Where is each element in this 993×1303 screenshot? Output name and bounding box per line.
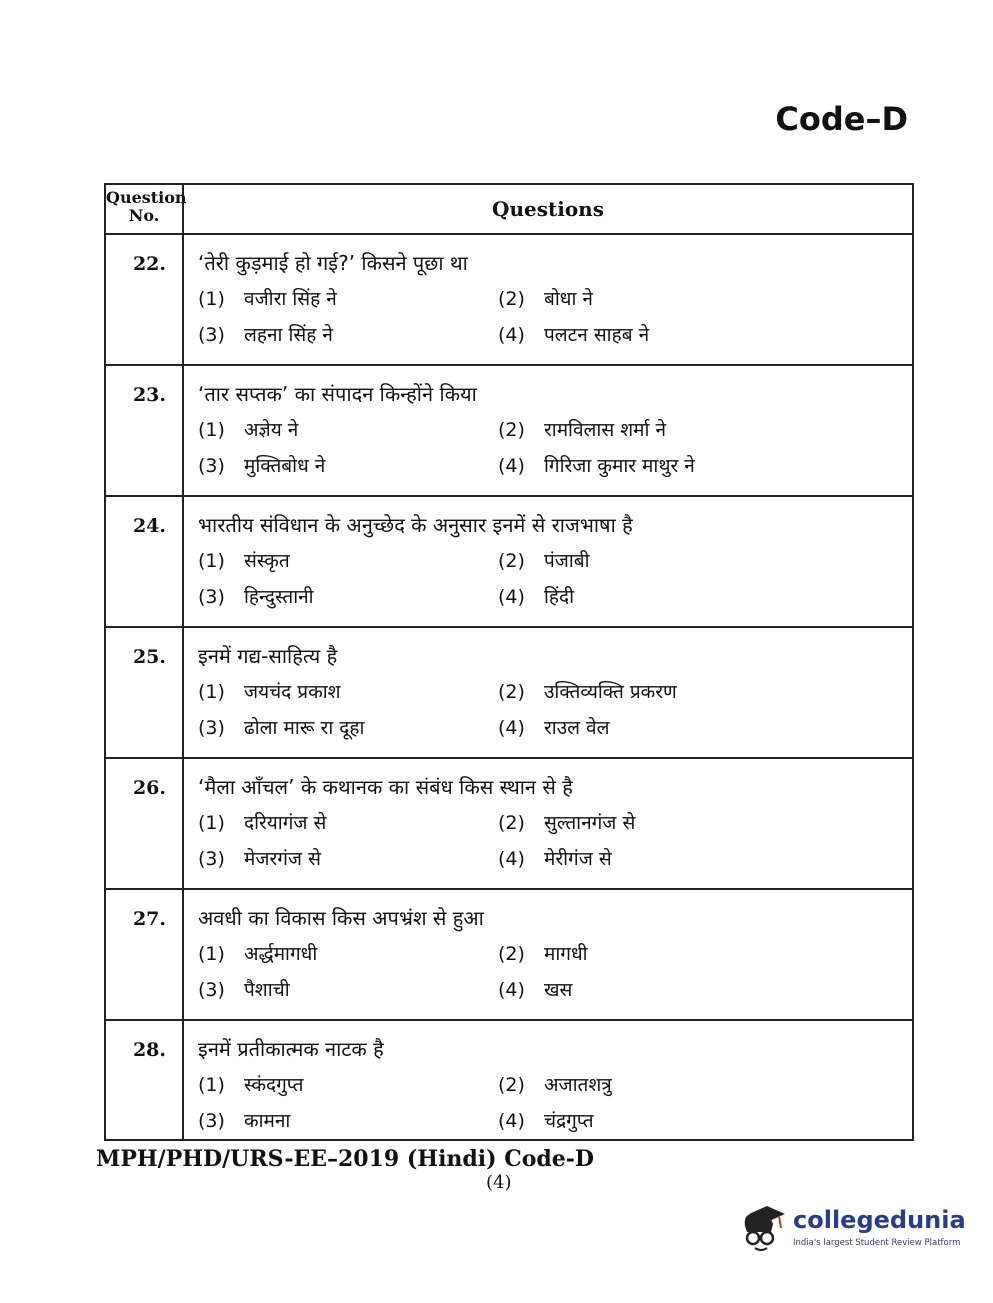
- code-title: Code–D: [775, 100, 908, 138]
- option-number: (2): [498, 681, 525, 703]
- questions-table: [104, 183, 914, 1141]
- option: [198, 452, 498, 480]
- option-number: (3): [198, 324, 225, 346]
- options-grid: [198, 809, 912, 873]
- option-number: (3): [198, 979, 225, 1001]
- question-body: [184, 890, 912, 1019]
- option-number: (1): [198, 550, 225, 572]
- option-text: अर्द्धमागधी: [244, 943, 318, 965]
- question-number: 25.: [106, 628, 184, 757]
- option: [498, 845, 798, 873]
- question-text: इनमें प्रतीकात्मक नाटक है: [198, 1037, 384, 1061]
- option-text: मेरीगंज से: [544, 848, 612, 870]
- option-number: (3): [198, 586, 225, 608]
- mascot-icon: [735, 1202, 789, 1256]
- option-text: मुक्तिबोध ने: [244, 455, 326, 477]
- question-number: 22.: [106, 235, 184, 364]
- option: [498, 285, 798, 313]
- option-number: (1): [198, 681, 225, 703]
- option: [198, 321, 498, 349]
- option: [498, 678, 798, 706]
- option-text: ढोला मारू रा दूहा: [244, 717, 365, 739]
- page-number: (4): [486, 1172, 512, 1193]
- question-text: इनमें गद्य-साहित्य है: [198, 644, 338, 668]
- option-text: पंजाबी: [544, 550, 590, 572]
- question-row: [106, 235, 912, 366]
- option-text: अज्ञेय ने: [244, 419, 299, 441]
- option-text: बोधा ने: [544, 288, 593, 310]
- option-number: (3): [198, 717, 225, 739]
- option-text: पलटन साहब ने: [544, 324, 650, 346]
- option: [198, 845, 498, 873]
- option: [498, 452, 798, 480]
- option-text: जयचंद प्रकाश: [244, 681, 341, 703]
- question-row: [106, 628, 912, 759]
- option-number: (1): [198, 1074, 225, 1096]
- option-number: (1): [198, 288, 225, 310]
- question-row: [106, 497, 912, 628]
- option-text: सुल्तानगंज से: [544, 812, 636, 834]
- footer-code: MPH/PHD/URS-EE–2019 (Hindi) Code-D: [96, 1146, 595, 1172]
- brand-tagline: India's largest Student Review Platform: [793, 1238, 961, 1248]
- question-number: 23.: [106, 366, 184, 495]
- option-number: (2): [498, 288, 525, 310]
- option-number: (1): [198, 812, 225, 834]
- option: [198, 416, 498, 444]
- question-row: [106, 759, 912, 890]
- question-body: [184, 759, 912, 888]
- option-text: हिंदी: [544, 586, 575, 608]
- option-number: (2): [498, 419, 525, 441]
- option: [498, 1071, 798, 1099]
- option: [498, 547, 798, 575]
- options-grid: [198, 678, 912, 742]
- question-body: [184, 497, 912, 626]
- options-grid: [198, 940, 912, 1004]
- option: [498, 809, 798, 837]
- option-number: (4): [498, 979, 525, 1001]
- option: [498, 714, 798, 742]
- options-grid: [198, 1071, 912, 1135]
- option: [198, 583, 498, 611]
- table-header: [106, 185, 912, 235]
- question-row: [106, 1021, 912, 1139]
- question-number: 28.: [106, 1021, 184, 1139]
- option-text: चंद्रगुप्त: [544, 1110, 594, 1132]
- option: [498, 1107, 798, 1135]
- option: [498, 416, 798, 444]
- option-number: (4): [498, 455, 525, 477]
- option-number: (4): [498, 324, 525, 346]
- option-number: (4): [498, 717, 525, 739]
- option-text: राउल वेल: [544, 717, 610, 739]
- option-text: हिन्दुस्तानी: [244, 586, 314, 608]
- option-number: (2): [498, 812, 525, 834]
- brand-name: collegedunia: [793, 1206, 966, 1234]
- option-text: गिरिजा कुमार माथुर ने: [544, 455, 695, 477]
- option-number: (2): [498, 1074, 525, 1096]
- option: [198, 809, 498, 837]
- option-text: उक्तिव्यक्ति प्रकरण: [544, 681, 677, 703]
- option-text: मेजरगंज से: [244, 848, 321, 870]
- options-grid: [198, 416, 912, 480]
- option-text: कामना: [244, 1110, 291, 1132]
- option-text: लहना सिंह ने: [244, 324, 333, 346]
- option-number: (3): [198, 1110, 225, 1132]
- option-number: (1): [198, 419, 225, 441]
- question-body: [184, 628, 912, 757]
- option: [198, 940, 498, 968]
- option: [498, 583, 798, 611]
- question-text: ‘तार सप्तक’ का संपादन किन्होंने किया: [198, 382, 477, 406]
- option: [198, 547, 498, 575]
- option: [198, 714, 498, 742]
- option-number: (4): [498, 848, 525, 870]
- option: [498, 976, 798, 1004]
- question-text: भारतीय संविधान के अनुच्छेद के अनुसार इनमें से राजभाषा है: [198, 513, 633, 537]
- option-number: (1): [198, 943, 225, 965]
- option-number: (2): [498, 943, 525, 965]
- options-grid: [198, 285, 912, 349]
- option: [198, 678, 498, 706]
- question-number: 27.: [106, 890, 184, 1019]
- option: [198, 1107, 498, 1135]
- question-body: [184, 235, 912, 364]
- option-text: रामविलास शर्मा ने: [544, 419, 667, 441]
- option: [198, 1071, 498, 1099]
- question-body: [184, 366, 912, 495]
- question-number: 26.: [106, 759, 184, 888]
- options-grid: [198, 547, 912, 611]
- question-no-header: Question No.: [106, 185, 184, 233]
- question-body: [184, 1021, 912, 1139]
- option-text: अजातशत्रु: [544, 1074, 612, 1096]
- option-text: स्कंदगुप्त: [244, 1074, 304, 1096]
- option-text: मागधी: [544, 943, 588, 965]
- collegedunia-logo: [735, 1198, 965, 1258]
- option: [498, 940, 798, 968]
- question-row: [106, 890, 912, 1021]
- question-number: 24.: [106, 497, 184, 626]
- question-row: [106, 366, 912, 497]
- option-text: पैशाची: [244, 979, 290, 1001]
- question-text: अवधी का विकास किस अपभ्रंश से हुआ: [198, 906, 484, 930]
- option-text: वजीरा सिंह ने: [244, 288, 337, 310]
- option: [198, 285, 498, 313]
- option: [498, 321, 798, 349]
- option-number: (2): [498, 550, 525, 572]
- option-number: (4): [498, 586, 525, 608]
- question-text: ‘मैला आँचल’ के कथानक का संबंध किस स्थान से है: [198, 775, 573, 799]
- questions-header: Questions: [492, 197, 604, 221]
- option-text: दरियागंज से: [244, 812, 327, 834]
- option-text: संस्कृत: [244, 550, 290, 572]
- option-text: खस: [544, 979, 573, 1001]
- option-number: (3): [198, 848, 225, 870]
- option-number: (3): [198, 455, 225, 477]
- question-text: ‘तेरी कुड़माई हो गई?’ किसने पूछा था: [198, 251, 468, 275]
- option-number: (4): [498, 1110, 525, 1132]
- option: [198, 976, 498, 1004]
